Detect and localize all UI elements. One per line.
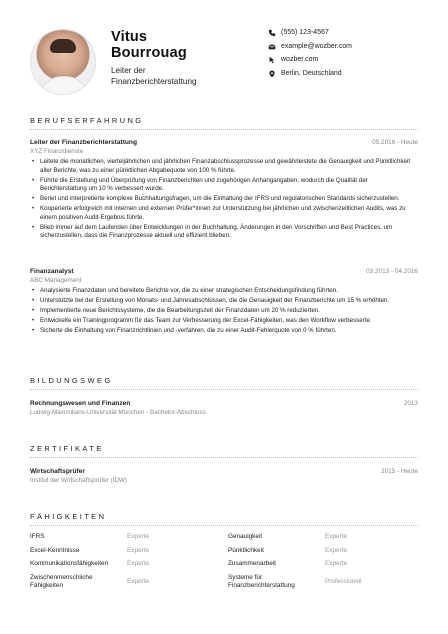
- section-title-experience: BERUFSERFAHRUNG: [30, 116, 144, 125]
- skill-name: Kommunikationsfähigkeiten: [30, 560, 109, 567]
- section-title-certificates: ZERTIFIKATE: [30, 444, 104, 453]
- skill-level: Professionell: [325, 577, 362, 585]
- list-item: • Unterstützte bei der Erstellung von Monats- und Jahresabschlüssen, die die Genauigkeit der Finanzberichte um 15 % erhöhten.: [40, 297, 418, 306]
- skill-level: Experte: [127, 546, 150, 554]
- experience-entry: [30, 139, 418, 242]
- list-item: • Leitete die monatlichen, vierteljährlichen und jährlichen Finanzabschlussprozesse und gewährleistete die Genauigkeit und Pünktlichkeit aller Berichte, was zu einer pünktlichen Abgabequote von 100 % führte.: [40, 158, 418, 175]
- contact-email-text[interactable]: example@wozber.com: [281, 42, 352, 50]
- contact-phone-text: (555) 123-4567: [281, 29, 329, 36]
- link-icon: [268, 56, 276, 64]
- entry-dates: 2013: [403, 400, 418, 407]
- entry-title: Leiter der Finanzberichterstattung: [30, 139, 137, 146]
- section-title-skills: FÄHIGKEITEN: [30, 512, 107, 521]
- skill-name: Zwischenmenschliche Fähigkeiten: [30, 573, 93, 589]
- job-title: Leiter der Finanzberichterstattung: [111, 66, 197, 86]
- list-item: • Kooperierte erfolgreich mit internen und externen Prüfer*innen zur Unterstützung bei jährlichen und zwischenzeitlichen Audits, was zu einem positiven Audit-Ergebnis führte.: [40, 205, 418, 222]
- skills-table: [30, 533, 418, 594]
- skill-name: Pünktlichkeit: [228, 546, 264, 554]
- entry-dates: 03.2013 - 04.2016: [366, 268, 418, 275]
- skill-name: Systeme für Finanzberichterstattung: [228, 573, 295, 589]
- entry-institution: Ludwig-Maximilians-Universität München - Bachelor-Abschluss: [30, 409, 206, 416]
- email-icon: [268, 43, 276, 51]
- education-entry: [30, 400, 418, 417]
- avatar: [30, 29, 96, 95]
- table-row: [30, 574, 418, 594]
- last-name: Bourrouag: [111, 45, 187, 61]
- entry-title: Finanzanalyst: [30, 268, 74, 275]
- entry-dates: 05.2016 - Heute: [372, 139, 418, 146]
- list-item: • Analysierte Finanzdaten und bereitete Berichte vor, die zu einer strategischen Entscheidungsfindung führten.: [40, 287, 418, 296]
- candidate-name: [111, 29, 187, 61]
- table-row: [30, 547, 418, 561]
- list-item: • Entwickelte ein Trainingprogramm für das Team zur Verbesserung der Excel-Fähigkeiten, was den Workflow verbesserte.: [40, 317, 418, 326]
- list-item: • Beriet und interpretierte komplexe Buchhaltungsfragen, um die Einhaltung der IFRS und regulatorischen Standards sicherzustellen.: [40, 195, 418, 204]
- entry-company: ABC Management: [30, 277, 82, 284]
- list-item: • Blieb immer auf dem Laufenden über Entwicklungen in der Buchhaltung, Änderungen in den Vorschriften und Best Practices, um sicherzustellen, dass die Finanzprozesse aktuell und effizient blieben.: [40, 224, 418, 241]
- skill-level: Experte: [325, 546, 348, 554]
- entry-title: Rechnungswesen und Finanzen: [30, 400, 131, 407]
- contact-email[interactable]: [268, 42, 438, 56]
- skill-level: Experte: [127, 577, 150, 585]
- skill-level: Experte: [325, 560, 348, 567]
- skill-name: IFRS: [30, 533, 45, 540]
- list-item: • Sicherte die Einhaltung von Finanzrichtlinien und -verfahren, die zu einer Audit-Fehlerquote von 0 % führten.: [40, 327, 418, 336]
- experience-entry: [30, 268, 418, 337]
- table-row: [30, 533, 418, 547]
- entry-bullets: [30, 158, 418, 241]
- contact-website-text[interactable]: wozber.com: [281, 56, 319, 64]
- contact-location-text: Berlin, Deutschland: [281, 70, 342, 78]
- entry-bullets: [30, 287, 418, 336]
- list-item: • Implementierte neue Berichtssysteme, die die Bearbeitungszeit der Finanzdaten um 20 % reduzierten.: [40, 307, 418, 316]
- first-name: Vitus: [111, 29, 148, 45]
- entry-dates: 2015 - Heute: [381, 468, 418, 475]
- table-row: [30, 560, 418, 574]
- skill-level: Experte: [127, 560, 150, 567]
- section-divider: [30, 525, 418, 526]
- section-divider: [30, 129, 418, 130]
- contact-phone: [268, 28, 438, 42]
- entry-issuer: Institut der Wirtschaftsprüfer (IDW): [30, 477, 127, 484]
- skill-name: Excel-Kenntnisse: [30, 546, 80, 554]
- contact-website[interactable]: [268, 55, 438, 69]
- skill-level: Experte: [127, 533, 150, 540]
- skill-level: Experte: [325, 533, 348, 540]
- section-divider: [30, 457, 418, 458]
- skill-name: Genauigkeit: [228, 533, 263, 540]
- entry-title: Wirtschaftsprüfer: [30, 468, 85, 475]
- location-icon: [268, 70, 276, 78]
- section-divider: [30, 389, 418, 390]
- phone-icon: [268, 29, 276, 37]
- resume-header: [30, 24, 424, 94]
- contact-location: [268, 69, 438, 83]
- skill-name: Zusammenarbeit: [228, 560, 276, 567]
- list-item: • Führte die Erstellung und Überprüfung von Finanzberichten und zugehörigen Anhangangaben, wodurch die Qualität der Berichterstattung um 10 % verbessert wurde.: [40, 177, 418, 194]
- contact-list: [268, 28, 438, 83]
- section-title-education: BILDUNGSWEG: [30, 376, 113, 385]
- certificate-entry: [30, 468, 418, 485]
- entry-company: XYZ Finanzdienste: [30, 148, 84, 155]
